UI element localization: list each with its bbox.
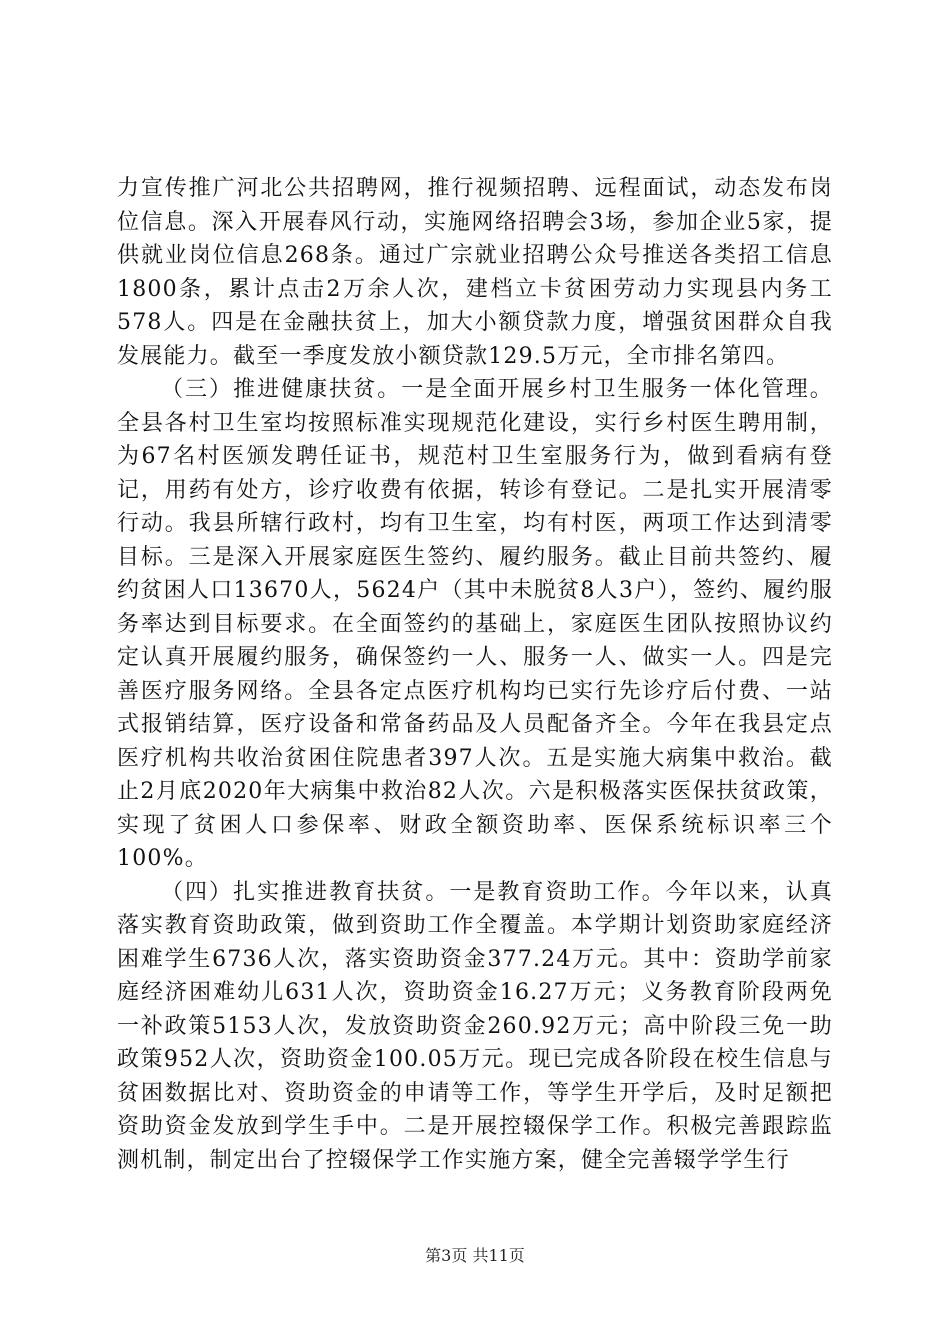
paragraph-education-poverty: （四）扎实推进教育扶贫。一是教育资助工作。今年以来，认真落实教育资助政策，做到资助工作全覆盖。本学期计划资助家庭经济困难学生6736人次，落实资助资金377.24万元。其中：资助学前家庭经济困难幼儿631人次，资助资金16.27万元；义务教育阶段两免一补政策5153人次，发放资助资金260.92万元；高中阶段三免一助政策952人次，资助资金100.05万元。现已完成各阶段在校生信息与贫困数据比对、资助资金的申请等工作，等学生开学后，及时足额把资助资金发放到学生手中。二是开展控辍保学工作。积极完善跟踪监测机制，制定出台了控辍保学工作实施方案，健全完善辍学学生行 — [117, 879, 833, 1173]
paragraph-health-poverty: （三）推进健康扶贫。一是全面开展乡村卫生服务一体化管理。全县各村卫生室均按照标准实现规范化建设，实行乡村医生聘用制，为67名村医颁发聘任证书，规范村卫生室服务行为，做到看病有登记，用药有处方，诊疗收费有依据，转诊有登记。二是扎实开展清零行动。我县所辖行政村，均有卫生室，均有村医，两项工作达到清零目标。三是深入开展家庭医生签约、履约服务。截止目前共签约、履约贫困人口13670人，5624户（其中未脱贫8人3户），签约、履约服务率达到目标要求。在全面签约的基础上，家庭医生团队按照协议约定认真开展履约服务，确保签约一人、服务一人、做实一人。四是完善医疗服务网络。全县各定点医疗机构均已实行先诊疗后付费、一站式报销结算，医疗设备和常备药品及人员配备齐全。今年在我县定点医疗机构共收治贫困住院患者397人次。五是实施大病集中救治。截止2月底2020年大病集中救治82人次。六是积极落实医保扶贫政策，实现了贫困人口参保率、财政全额资助率、医保系统标识率三个100%。 — [117, 377, 833, 871]
document-body — [117, 172, 833, 1177]
page-number-footer: 第3页 共11页 — [425, 1246, 525, 1265]
paragraph-continuation: 力宣传推广河北公共招聘网，推行视频招聘、远程面试，动态发布岗位信息。深入开展春风行动，实施网络招聘会3场，参加企业5家，提供就业岗位信息268条。通过广宗就业招聘公众号推送各类招工信息1800条，累计点击2万余人次，建档立卡贫困劳动力实现县内务工578人。四是在金融扶贫上，加大小额贷款力度，增强贫困群众自我发展能力。截至一季度发放小额贷款129.5万元，全市排名第四。 — [117, 176, 833, 369]
